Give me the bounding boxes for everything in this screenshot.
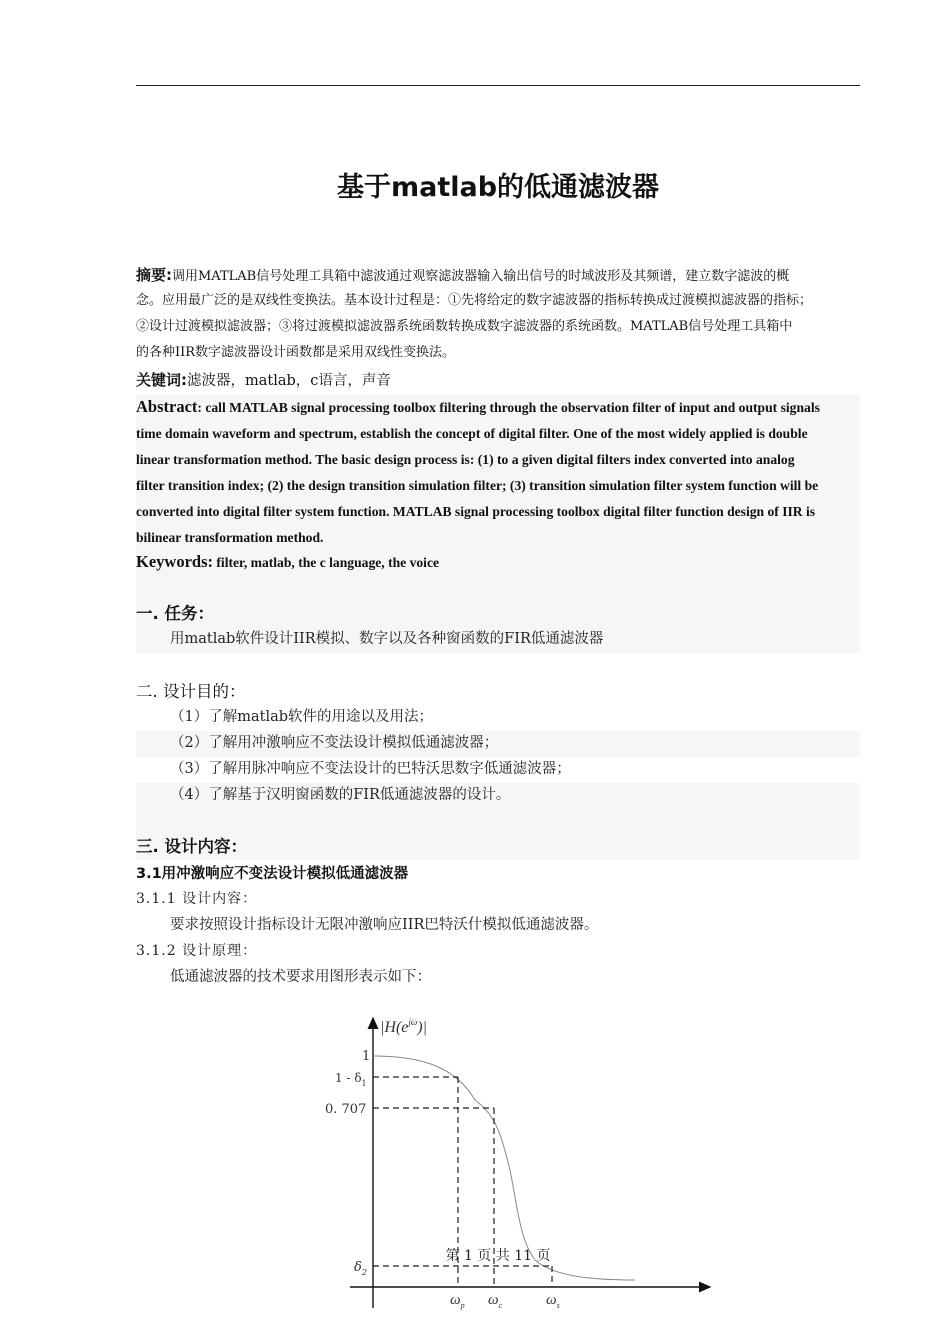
abstract-en-line-1: Abstract: call MATLAB signal processing toolbox filtering through the observation filter of input and output signals <box>136 397 820 416</box>
header-rule <box>136 85 860 86</box>
section-3-1-1-text: 要求按照设计指标设计无限冲激响应IIR巴特沃什模拟低通滤波器。 <box>170 917 599 933</box>
x-label-wp: $\omega_p$ <box>450 1292 465 1310</box>
keywords-cn-label: 关键词: <box>136 371 187 389</box>
section2-item-4: （4）了解基于汉明窗函数的FIR低通滤波器的设计。 <box>170 787 511 803</box>
section2-item-3: （3）了解用脉冲响应不变法设计的巴特沃思数字低通滤波器； <box>170 761 571 777</box>
tick-label-delta2: $\delta_2$ <box>354 1260 367 1277</box>
page-footer: 第 1 页 共 11 页 <box>445 1248 551 1264</box>
section2-item-1: （1）了解matlab软件的用途以及用法； <box>170 709 434 725</box>
section-3-1-2-heading: 3.1.2 设计原理： <box>136 943 258 959</box>
abstract-cn-label: 摘要: <box>136 266 172 284</box>
abstract-cn-line-1: 摘要:调用MATLAB信号处理工具箱中滤波通过观察滤波器输入输出信号的时域波形及其频谱，建立数字滤波的概 <box>136 266 790 284</box>
tick-label-1-minus-delta1: $1 - \delta_1$ <box>335 1071 367 1088</box>
abstract-en <box>136 394 860 551</box>
abstract-en-line-4: filter transition index; (2) the design transition simulation filter; (3) transition simulation filter system function will be <box>136 478 819 493</box>
abstract-en-line-3: linear transformation method. The basic design process is: (1) to a given digital filters index converted into analog <box>136 452 795 467</box>
section1-heading: 一. 任务： <box>136 604 215 623</box>
abstract-cn-line-3: ②设计过渡模拟滤波器；③将过渡模拟滤波器系统函数转换成数字滤波器的系统函数。MATLAB信号处理工具箱中 <box>136 319 793 334</box>
page-title: 基于matlab的低通滤波器 <box>336 172 660 203</box>
lowpass-spec-figure <box>310 1010 730 1330</box>
abstract-en-line-2: time domain waveform and spectrum, establish the concept of digital filter. One of the most widely applied is double <box>136 426 808 441</box>
keywords-cn-text: 滤波器，matlab，c语言，声音 <box>187 373 391 389</box>
keywords-cn <box>136 367 860 394</box>
keywords-en-label: Keywords: <box>136 552 213 571</box>
x-label-ws: $\omega_s$ <box>546 1292 560 1310</box>
tick-label-1: 1 <box>362 1049 371 1064</box>
keywords-en <box>136 549 860 575</box>
abstract-cn-line-2: 念。应用最广泛的是双线性变换法。基本设计过程是：①先将给定的数字滤波器的指标转换成过渡模拟滤波器的指标； <box>136 293 813 308</box>
abstract-en-label: Abstract <box>136 397 198 416</box>
section3-heading: 三. 设计内容： <box>136 837 248 856</box>
section-3-1-1-heading: 3.1.1 设计内容： <box>136 891 258 907</box>
y-axis-label: $|H(e^{j\omega})|$ <box>380 1017 427 1036</box>
abstract-en-line-6: bilinear transformation method. <box>136 530 324 545</box>
abstract-en-line-5: converted into digital filter system function. MATLAB signal processing toolbox digital filter function design of IIR is <box>136 504 816 519</box>
section-3-1-2-text: 低通滤波器的技术要求用图形表示如下： <box>170 969 431 985</box>
tick-label-0707: 0. 707 <box>325 1102 367 1117</box>
x-label-wc: $\omega_c$ <box>488 1292 503 1310</box>
abstract-cn-line-4: 的各种IIR数字滤波器设计函数都是采用双线性变换法。 <box>136 345 456 360</box>
section1-text: 用matlab软件设计IIR模拟、数字以及各种窗函数的FIR低通滤波器 <box>170 631 604 647</box>
section3-subheading: 3.1用冲激响应不变法设计模拟低通滤波器 <box>136 866 409 882</box>
section2-heading: 二. 设计目的： <box>136 682 246 701</box>
section2-item-2: （2）了解用冲激响应不变法设计模拟低通滤波器； <box>170 735 499 751</box>
keywords-en-text: filter, matlab, the c language, the voice <box>213 555 440 570</box>
